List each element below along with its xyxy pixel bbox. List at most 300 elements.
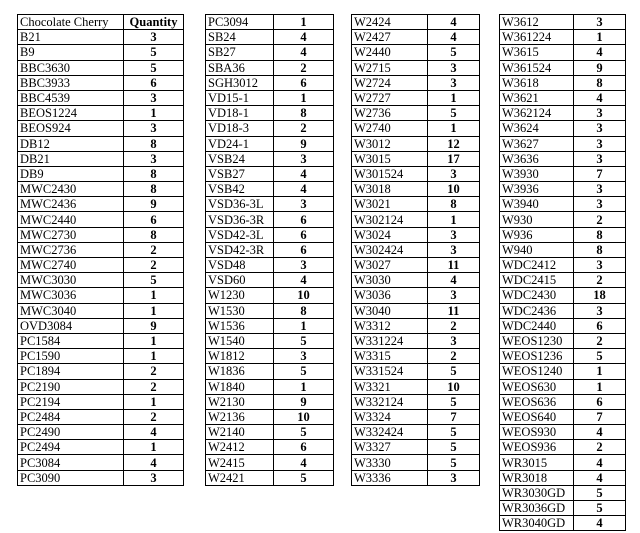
quantity-value: 7 bbox=[428, 409, 480, 424]
table-row bbox=[206, 227, 334, 242]
quantity-value: 6 bbox=[274, 212, 334, 227]
product-code: W3036 bbox=[352, 288, 428, 303]
table-row bbox=[500, 15, 626, 30]
table-row bbox=[206, 273, 334, 288]
quantity-value: 5 bbox=[428, 455, 480, 470]
quantity-value: 7 bbox=[574, 409, 626, 424]
table-row bbox=[500, 409, 626, 424]
table-row bbox=[206, 425, 334, 440]
quantity-value: 2 bbox=[574, 212, 626, 227]
quantity-value: 4 bbox=[428, 15, 480, 30]
table-row bbox=[500, 485, 626, 500]
table-row bbox=[352, 242, 480, 257]
product-code: W3627 bbox=[500, 136, 574, 151]
quantity-value: 3 bbox=[274, 197, 334, 212]
product-code: W3336 bbox=[352, 470, 428, 485]
quantity-value: 1 bbox=[124, 106, 184, 121]
quantity-value: 1 bbox=[428, 90, 480, 105]
product-code: WEOS636 bbox=[500, 394, 574, 409]
table-row bbox=[352, 425, 480, 440]
quantity-value: 4 bbox=[124, 455, 184, 470]
quantity-value: 1 bbox=[124, 394, 184, 409]
product-code: W302424 bbox=[352, 242, 428, 257]
product-code: W2427 bbox=[352, 30, 428, 45]
product-code: DB21 bbox=[18, 151, 124, 166]
table-row bbox=[206, 212, 334, 227]
quantity-value: 6 bbox=[274, 242, 334, 257]
quantity-value: 1 bbox=[124, 333, 184, 348]
product-code: PC1590 bbox=[18, 349, 124, 364]
product-code: WR3018 bbox=[500, 470, 574, 485]
quantity-value: 8 bbox=[428, 197, 480, 212]
table-row bbox=[500, 273, 626, 288]
quantity-value: 3 bbox=[574, 151, 626, 166]
product-code: WR3015 bbox=[500, 455, 574, 470]
table-row bbox=[18, 121, 184, 136]
product-code: W3936 bbox=[500, 182, 574, 197]
product-code: PC1584 bbox=[18, 333, 124, 348]
quantity-value: 2 bbox=[124, 409, 184, 424]
quantity-value: 11 bbox=[428, 303, 480, 318]
inventory-table-4 bbox=[499, 14, 626, 531]
table-row bbox=[500, 121, 626, 136]
table-row bbox=[352, 455, 480, 470]
quantity-value: 6 bbox=[574, 394, 626, 409]
quantity-value: 5 bbox=[428, 425, 480, 440]
product-code: BEOS924 bbox=[18, 121, 124, 136]
quantity-value: 2 bbox=[124, 242, 184, 257]
quantity-value: 6 bbox=[274, 75, 334, 90]
table-row bbox=[352, 121, 480, 136]
quantity-value: 4 bbox=[274, 45, 334, 60]
quantity-value: 4 bbox=[574, 516, 626, 531]
quantity-value: 1 bbox=[274, 379, 334, 394]
quantity-value: 3 bbox=[274, 258, 334, 273]
table-row bbox=[206, 45, 334, 60]
quantity-value: 10 bbox=[428, 182, 480, 197]
product-code: WEOS640 bbox=[500, 409, 574, 424]
quantity-value: 1 bbox=[124, 349, 184, 364]
quantity-value: 3 bbox=[574, 121, 626, 136]
quantity-value: 9 bbox=[274, 394, 334, 409]
table-row bbox=[206, 379, 334, 394]
quantity-value: 3 bbox=[428, 166, 480, 181]
product-code: VSB27 bbox=[206, 166, 274, 181]
table-row bbox=[352, 197, 480, 212]
product-code: W362124 bbox=[500, 106, 574, 121]
quantity-value: 8 bbox=[274, 106, 334, 121]
table-row bbox=[352, 136, 480, 151]
table-row bbox=[352, 303, 480, 318]
quantity-value: 3 bbox=[124, 151, 184, 166]
product-code: MWC2730 bbox=[18, 227, 124, 242]
table-row bbox=[352, 106, 480, 121]
table-row bbox=[352, 288, 480, 303]
table-row bbox=[18, 227, 184, 242]
quantity-value: 3 bbox=[574, 15, 626, 30]
quantity-value: 3 bbox=[428, 470, 480, 485]
quantity-value: 1 bbox=[124, 303, 184, 318]
quantity-value: 1 bbox=[428, 121, 480, 136]
product-code: VD18-1 bbox=[206, 106, 274, 121]
table-row bbox=[500, 166, 626, 181]
quantity-value: 1 bbox=[124, 440, 184, 455]
quantity-value: 3 bbox=[574, 106, 626, 121]
product-code: W3930 bbox=[500, 166, 574, 181]
quantity-value: 6 bbox=[274, 440, 334, 455]
table-row bbox=[352, 182, 480, 197]
product-code: W331224 bbox=[352, 333, 428, 348]
product-code: MWC3030 bbox=[18, 273, 124, 288]
table-row bbox=[500, 349, 626, 364]
table-row bbox=[206, 151, 334, 166]
quantity-header: Quantity bbox=[124, 15, 184, 30]
product-code: MWC3036 bbox=[18, 288, 124, 303]
product-code: W3940 bbox=[500, 197, 574, 212]
table-row bbox=[206, 303, 334, 318]
product-code: W361524 bbox=[500, 60, 574, 75]
product-code: WEOS930 bbox=[500, 425, 574, 440]
table-row bbox=[352, 440, 480, 455]
table-row bbox=[352, 212, 480, 227]
product-code: W3327 bbox=[352, 440, 428, 455]
table-row bbox=[206, 349, 334, 364]
product-code: VSD42-3L bbox=[206, 227, 274, 242]
product-code: VD18-3 bbox=[206, 121, 274, 136]
quantity-value: 5 bbox=[574, 485, 626, 500]
quantity-value: 5 bbox=[274, 425, 334, 440]
quantity-value: 5 bbox=[428, 440, 480, 455]
table-row bbox=[352, 90, 480, 105]
table-row bbox=[352, 30, 480, 45]
table-row bbox=[352, 227, 480, 242]
product-code: WR3030GD bbox=[500, 485, 574, 500]
quantity-value: 6 bbox=[124, 75, 184, 90]
product-code: W2136 bbox=[206, 409, 274, 424]
inventory-table-3 bbox=[351, 14, 480, 486]
table-row bbox=[500, 106, 626, 121]
quantity-value: 4 bbox=[274, 455, 334, 470]
product-code: W3315 bbox=[352, 349, 428, 364]
table-row bbox=[18, 425, 184, 440]
quantity-value: 5 bbox=[428, 364, 480, 379]
product-code: VSB42 bbox=[206, 182, 274, 197]
table-row bbox=[206, 106, 334, 121]
inventory-table-2 bbox=[205, 14, 334, 486]
quantity-value: 11 bbox=[428, 258, 480, 273]
table-row bbox=[206, 30, 334, 45]
quantity-value: 4 bbox=[574, 45, 626, 60]
table-row bbox=[18, 258, 184, 273]
product-code: W3615 bbox=[500, 45, 574, 60]
product-code: PC3084 bbox=[18, 455, 124, 470]
quantity-value: 4 bbox=[574, 90, 626, 105]
product-code: W3624 bbox=[500, 121, 574, 136]
table-row bbox=[18, 106, 184, 121]
product-code: DB12 bbox=[18, 136, 124, 151]
product-code: W2140 bbox=[206, 425, 274, 440]
table-row bbox=[206, 394, 334, 409]
product-code: W3621 bbox=[500, 90, 574, 105]
product-code: W3027 bbox=[352, 258, 428, 273]
product-code: VSD36-3R bbox=[206, 212, 274, 227]
quantity-value: 9 bbox=[574, 60, 626, 75]
table-row bbox=[352, 409, 480, 424]
quantity-value: 10 bbox=[274, 288, 334, 303]
quantity-value: 3 bbox=[574, 136, 626, 151]
quantity-value: 1 bbox=[428, 212, 480, 227]
table-row bbox=[18, 409, 184, 424]
product-code: SGH3012 bbox=[206, 75, 274, 90]
table-row bbox=[18, 470, 184, 485]
table-row bbox=[18, 364, 184, 379]
product-code: W2724 bbox=[352, 75, 428, 90]
product-code: W1540 bbox=[206, 333, 274, 348]
quantity-value: 5 bbox=[274, 470, 334, 485]
quantity-value: 3 bbox=[574, 258, 626, 273]
product-code: W3324 bbox=[352, 409, 428, 424]
product-code: W1812 bbox=[206, 349, 274, 364]
quantity-value: 5 bbox=[124, 273, 184, 288]
table-row bbox=[500, 242, 626, 257]
table-row bbox=[352, 166, 480, 181]
table-row bbox=[18, 379, 184, 394]
product-code: W930 bbox=[500, 212, 574, 227]
quantity-value: 5 bbox=[428, 106, 480, 121]
quantity-value: 4 bbox=[574, 425, 626, 440]
table-row bbox=[352, 15, 480, 30]
product-code: W331524 bbox=[352, 364, 428, 379]
table-row bbox=[206, 60, 334, 75]
product-code: SB24 bbox=[206, 30, 274, 45]
quantity-value: 3 bbox=[428, 60, 480, 75]
quantity-value: 9 bbox=[124, 318, 184, 333]
product-code: W2424 bbox=[352, 15, 428, 30]
inventory-table-1 bbox=[17, 14, 184, 486]
table-row bbox=[352, 394, 480, 409]
quantity-value: 4 bbox=[274, 30, 334, 45]
product-code: W3024 bbox=[352, 227, 428, 242]
product-code: PC2484 bbox=[18, 409, 124, 424]
table-row bbox=[500, 30, 626, 45]
table-row bbox=[500, 136, 626, 151]
quantity-value: 8 bbox=[274, 303, 334, 318]
quantity-value: 1 bbox=[274, 15, 334, 30]
quantity-value: 12 bbox=[428, 136, 480, 151]
quantity-value: 8 bbox=[574, 75, 626, 90]
quantity-value: 6 bbox=[274, 227, 334, 242]
table-row bbox=[500, 516, 626, 531]
quantity-value: 3 bbox=[428, 227, 480, 242]
product-code: WEOS1230 bbox=[500, 333, 574, 348]
product-code: W2440 bbox=[352, 45, 428, 60]
table-row bbox=[206, 440, 334, 455]
product-code: WDC2430 bbox=[500, 288, 574, 303]
quantity-value: 2 bbox=[574, 273, 626, 288]
quantity-value: 6 bbox=[574, 318, 626, 333]
table-row bbox=[18, 349, 184, 364]
product-code: W2415 bbox=[206, 455, 274, 470]
table-row bbox=[18, 166, 184, 181]
quantity-value: 5 bbox=[428, 45, 480, 60]
product-code: W3021 bbox=[352, 197, 428, 212]
quantity-value: 4 bbox=[574, 455, 626, 470]
quantity-value: 1 bbox=[124, 288, 184, 303]
table-row bbox=[18, 288, 184, 303]
table-row bbox=[206, 318, 334, 333]
product-code: W2740 bbox=[352, 121, 428, 136]
product-code: W3321 bbox=[352, 379, 428, 394]
product-code: W361224 bbox=[500, 30, 574, 45]
table-row bbox=[352, 379, 480, 394]
table-row bbox=[18, 333, 184, 348]
product-code: VD15-1 bbox=[206, 90, 274, 105]
table-row bbox=[500, 45, 626, 60]
table-row bbox=[500, 303, 626, 318]
quantity-value: 3 bbox=[124, 470, 184, 485]
quantity-value: 1 bbox=[274, 90, 334, 105]
quantity-value: 10 bbox=[274, 409, 334, 424]
table-row bbox=[18, 182, 184, 197]
table-row bbox=[500, 212, 626, 227]
table-row bbox=[352, 60, 480, 75]
product-code: PC1894 bbox=[18, 364, 124, 379]
table-row bbox=[352, 151, 480, 166]
table-row bbox=[206, 364, 334, 379]
table-row bbox=[352, 75, 480, 90]
table-row bbox=[18, 30, 184, 45]
quantity-value: 2 bbox=[124, 258, 184, 273]
product-code: W3612 bbox=[500, 15, 574, 30]
product-code: W302124 bbox=[352, 212, 428, 227]
table-row bbox=[500, 197, 626, 212]
quantity-value: 3 bbox=[274, 349, 334, 364]
quantity-value: 3 bbox=[274, 151, 334, 166]
table-row bbox=[206, 197, 334, 212]
product-code: VD24-1 bbox=[206, 136, 274, 151]
quantity-value: 6 bbox=[124, 212, 184, 227]
table-row bbox=[500, 90, 626, 105]
table-row bbox=[18, 303, 184, 318]
quantity-value: 4 bbox=[274, 273, 334, 288]
product-code: VSD36-3L bbox=[206, 197, 274, 212]
table-row bbox=[500, 440, 626, 455]
product-code: W3330 bbox=[352, 455, 428, 470]
product-code: B21 bbox=[18, 30, 124, 45]
product-code: W940 bbox=[500, 242, 574, 257]
table-row bbox=[500, 501, 626, 516]
table-row bbox=[206, 455, 334, 470]
quantity-value: 2 bbox=[274, 121, 334, 136]
product-code: BBC3630 bbox=[18, 60, 124, 75]
product-header: Chocolate Cherry bbox=[18, 15, 124, 30]
product-code: W332124 bbox=[352, 394, 428, 409]
table-row bbox=[500, 333, 626, 348]
table-row bbox=[18, 212, 184, 227]
quantity-value: 3 bbox=[574, 197, 626, 212]
product-code: MWC2740 bbox=[18, 258, 124, 273]
quantity-value: 1 bbox=[574, 379, 626, 394]
quantity-value: 3 bbox=[124, 121, 184, 136]
quantity-value: 2 bbox=[124, 364, 184, 379]
table-row bbox=[352, 45, 480, 60]
quantity-value: 8 bbox=[124, 166, 184, 181]
table-row bbox=[206, 121, 334, 136]
product-code: WDC2412 bbox=[500, 258, 574, 273]
quantity-value: 1 bbox=[574, 364, 626, 379]
product-code: MWC2736 bbox=[18, 242, 124, 257]
quantity-value: 2 bbox=[574, 333, 626, 348]
product-code: W3636 bbox=[500, 151, 574, 166]
quantity-value: 5 bbox=[124, 60, 184, 75]
quantity-value: 9 bbox=[274, 136, 334, 151]
table-row bbox=[18, 394, 184, 409]
quantity-value: 4 bbox=[428, 30, 480, 45]
table-row bbox=[206, 409, 334, 424]
product-code: WDC2415 bbox=[500, 273, 574, 288]
product-code: OVD3084 bbox=[18, 318, 124, 333]
product-code: WEOS630 bbox=[500, 379, 574, 394]
product-code: SBA36 bbox=[206, 60, 274, 75]
table-row bbox=[500, 182, 626, 197]
quantity-value: 7 bbox=[574, 166, 626, 181]
product-code: MWC3040 bbox=[18, 303, 124, 318]
table-row bbox=[352, 318, 480, 333]
product-code: PC2494 bbox=[18, 440, 124, 455]
table-row bbox=[500, 227, 626, 242]
quantity-value: 17 bbox=[428, 151, 480, 166]
product-code: VSD42-3R bbox=[206, 242, 274, 257]
quantity-value: 5 bbox=[428, 394, 480, 409]
quantity-value: 4 bbox=[274, 182, 334, 197]
table-row bbox=[500, 379, 626, 394]
quantity-value: 3 bbox=[428, 242, 480, 257]
product-code: W2736 bbox=[352, 106, 428, 121]
product-code: W2412 bbox=[206, 440, 274, 455]
table-row bbox=[500, 318, 626, 333]
quantity-value: 3 bbox=[428, 288, 480, 303]
quantity-value: 8 bbox=[124, 136, 184, 151]
table-row bbox=[500, 364, 626, 379]
product-code: W2421 bbox=[206, 470, 274, 485]
table-row bbox=[206, 166, 334, 181]
product-code: DB9 bbox=[18, 166, 124, 181]
quantity-value: 1 bbox=[574, 30, 626, 45]
table-row bbox=[18, 151, 184, 166]
table-row bbox=[206, 15, 334, 30]
table-row bbox=[352, 364, 480, 379]
product-code: W1836 bbox=[206, 364, 274, 379]
table-row bbox=[18, 60, 184, 75]
table-row bbox=[500, 394, 626, 409]
table-row bbox=[18, 440, 184, 455]
table-row bbox=[18, 273, 184, 288]
product-code: BBC4539 bbox=[18, 90, 124, 105]
quantity-value: 8 bbox=[574, 242, 626, 257]
table-row bbox=[352, 333, 480, 348]
product-code: MWC2436 bbox=[18, 197, 124, 212]
table-row bbox=[18, 75, 184, 90]
product-code: PC2190 bbox=[18, 379, 124, 394]
product-code: W3040 bbox=[352, 303, 428, 318]
product-code: W1536 bbox=[206, 318, 274, 333]
quantity-value: 3 bbox=[574, 182, 626, 197]
table-row bbox=[352, 273, 480, 288]
quantity-value: 2 bbox=[124, 379, 184, 394]
quantity-value: 3 bbox=[428, 333, 480, 348]
quantity-value: 1 bbox=[274, 318, 334, 333]
product-code: W3618 bbox=[500, 75, 574, 90]
